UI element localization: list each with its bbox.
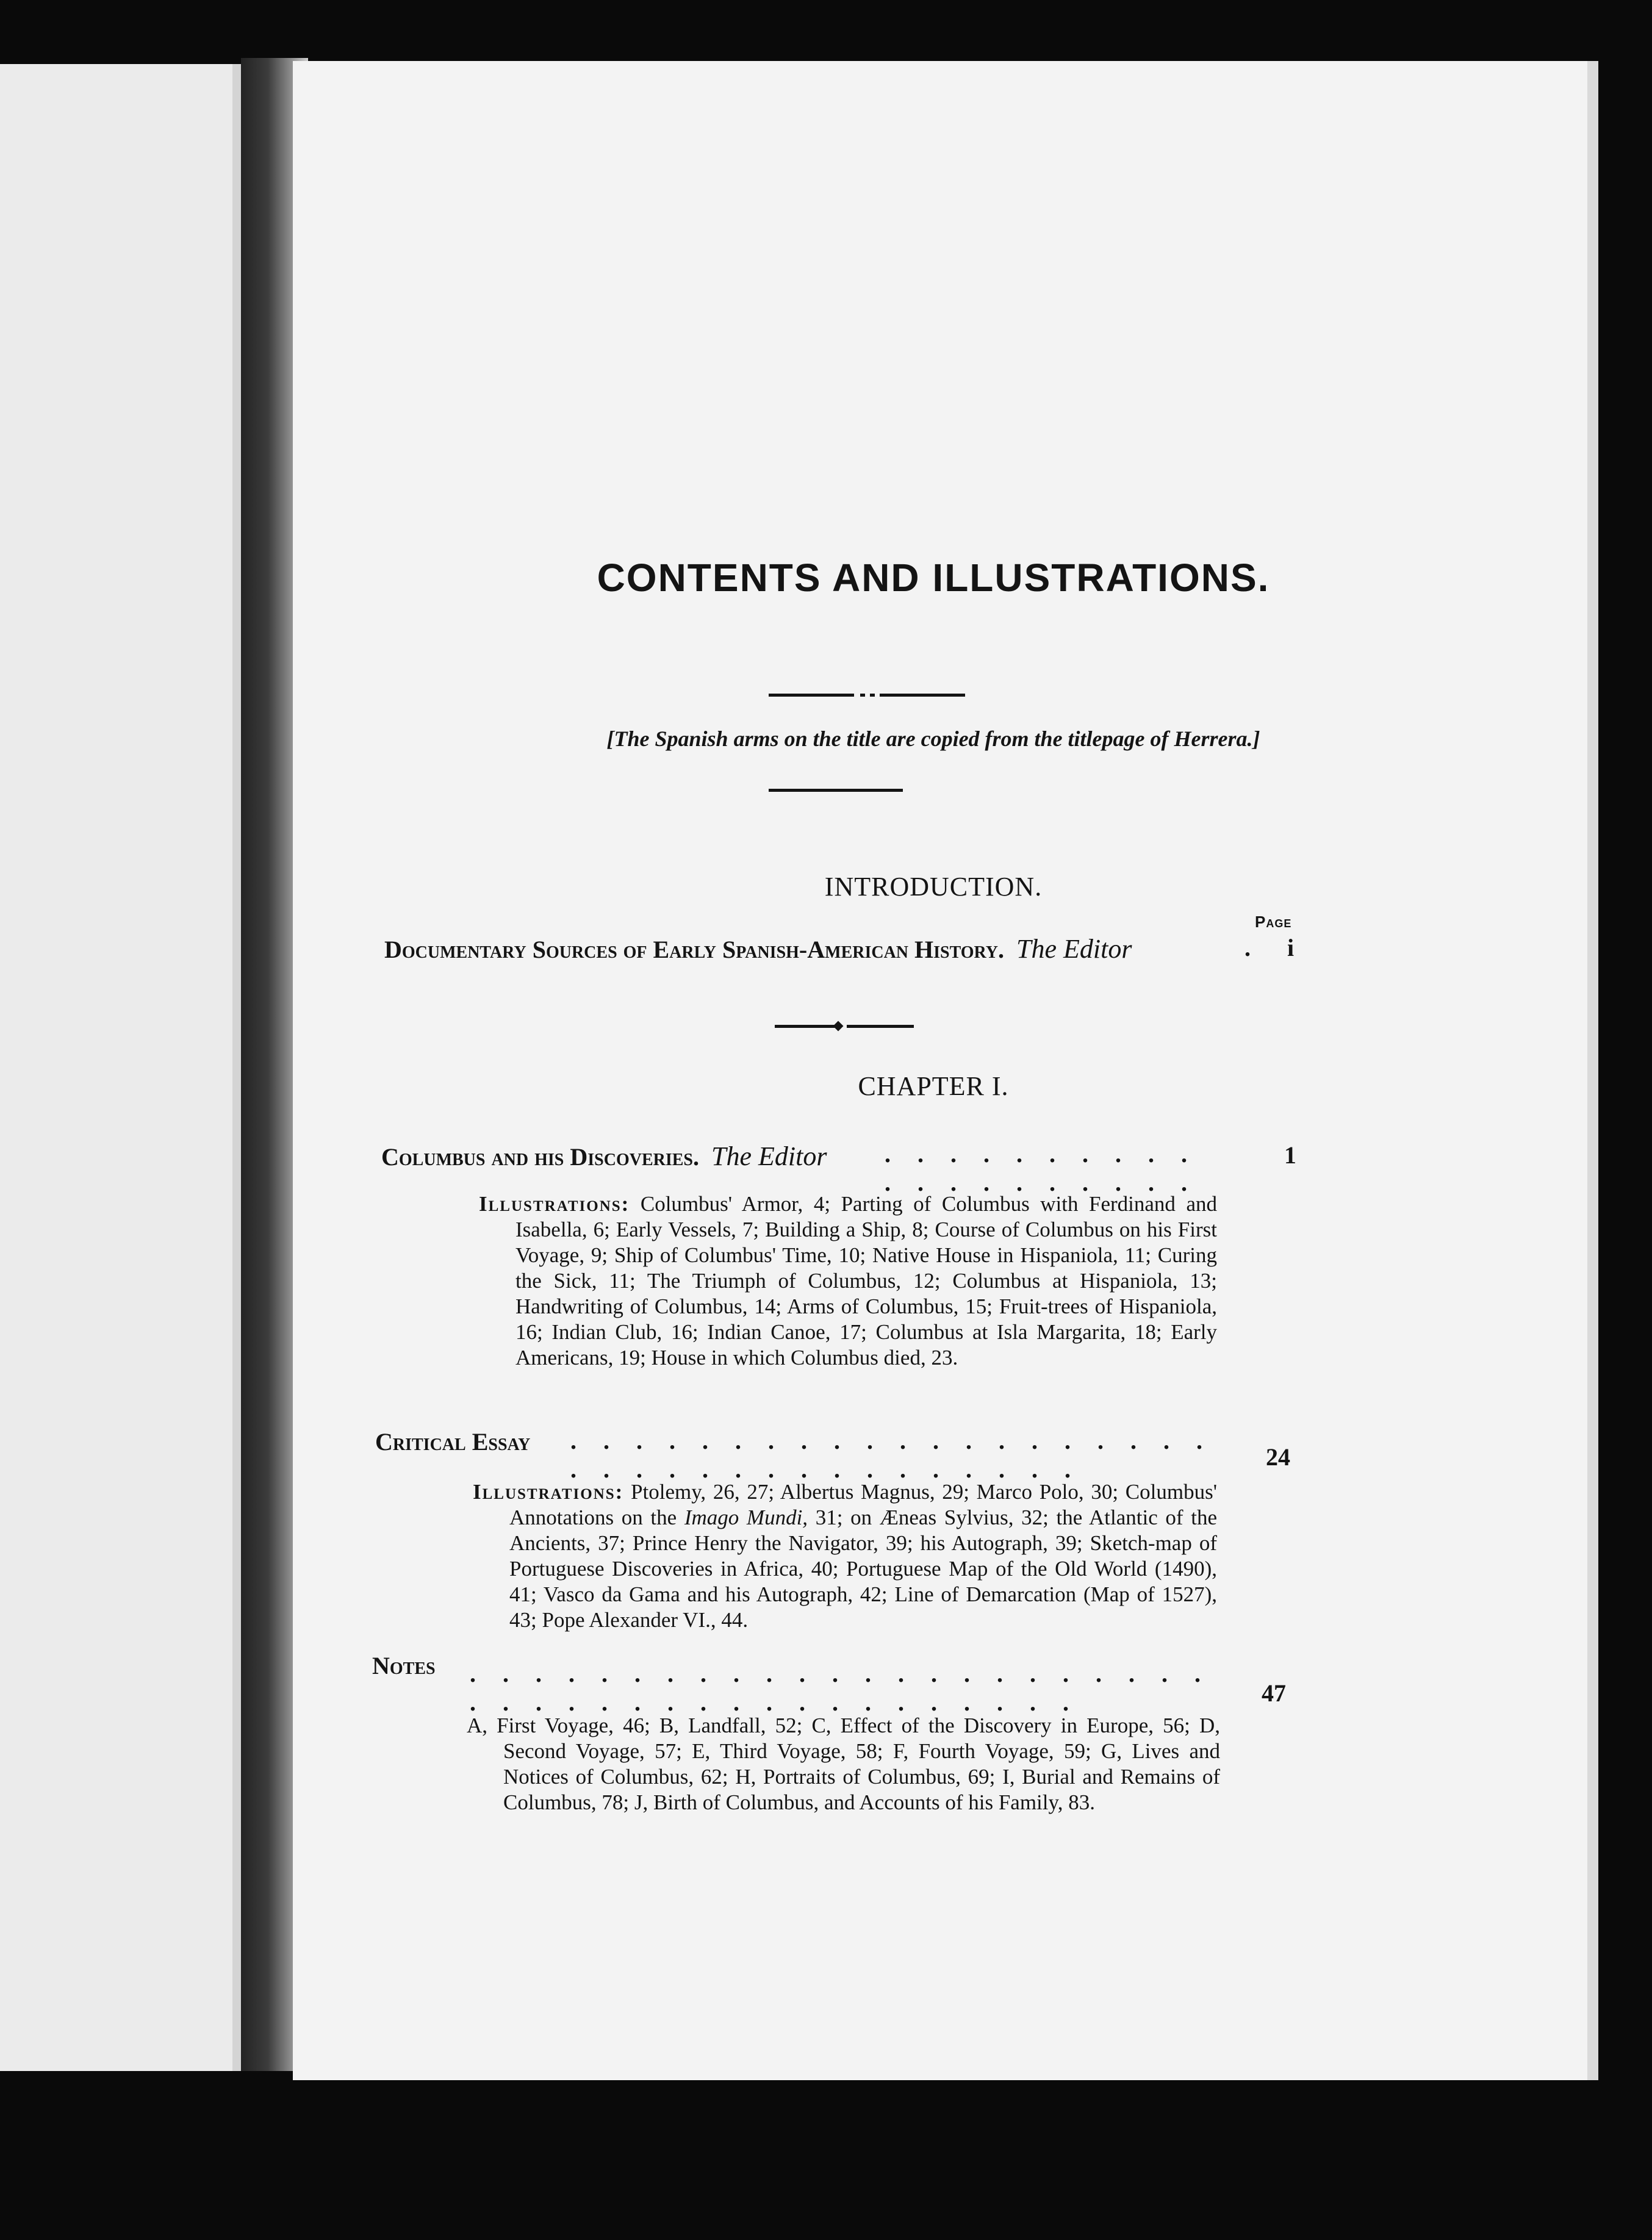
notes-text: A, First Voyage, 46; B, Landfall, 52; C, Effect of the Discovery in Europe, 56; D, Second Voyage, 57; E, Third Voyage, 58; F, Fourth Voyage, 59; G, Lives and Notices of Columbus, 62; H, Portraits of Columbus, 69; I, Burial and Remains of Columbus, 78; J, Birth of Columbus, and Accounts of his Family, 83. (467, 1714, 1220, 1814)
dot-leader: . . . . . . . . . . . . . . . . . . . . . . . . . . . . . . . . . . . . . . . . . . (470, 1660, 1211, 1716)
introduction-heading: INTRODUCTION. (824, 872, 1043, 902)
note-rule (769, 789, 903, 792)
illustrations-label: Illustrations: (473, 1480, 624, 1504)
title-rule-left (769, 694, 854, 697)
illustrations-list: Ptolemy, 26, 27; Albertus Magnus, 29; Marco Polo, 30; Columbus' Annotations on the (509, 1480, 1217, 1529)
entry-author: The Editor (1016, 934, 1132, 964)
notes-list (467, 1713, 1220, 1815)
entry-illustrations (479, 1191, 1217, 1371)
page-title: CONTENTS AND ILLUSTRATIONS. (597, 556, 1270, 600)
entry-title: Notes (372, 1652, 436, 1679)
introduction-entry (384, 933, 1132, 964)
editorial-note: [The Spanish arms on the title are copied from the titlepage of Herrera.] (606, 727, 1260, 751)
illustrations-list-cont: 31; on Æneas Sylvius, 32; the Atlantic of the Ancients, 37; Prince Henry the Navigator, 39; his Autograph, 39; Sketch-map of Portuguese Discoveries in Africa, 40; Portuguese Map of the Old World (1490), 41; Vasco da Gama and his Autograph, 42; Line of Demarcation (Map of 1527), 43; Pope Alexander VI., 44. (509, 1506, 1217, 1632)
entry-author: The Editor (711, 1141, 827, 1171)
title-rule-dots (860, 694, 865, 697)
contents-page (293, 61, 1598, 2080)
title-rule-right (880, 694, 965, 697)
illustrations-list: Columbus' Armor, 4; Parting of Columbus with Ferdinand and Isabella, 6; Early Vessels, 7; Building a Ship, 8; Course of Columbus on his First Voyage, 9; Ship of Columbus' Time, 10; Native House in Hispaniola, 11; Curing the Sick, 11; The Triumph of Columbus, 12; Columbus at Hispaniola, 13; Handwriting of Columbus, 14; Arms of Columbus, 15; Fruit-trees of Hispaniola, 16; Indian Club, 16; Indian Canoe, 17; Columbus at Isla Margarita, 18; Early Americans, 19; House in which Columbus died, 23. (515, 1192, 1217, 1369)
entry-page-number: 47 (1262, 1679, 1286, 1707)
entry-illustrations (473, 1479, 1217, 1633)
facing-page-edge (232, 64, 241, 2071)
section-rule-right (847, 1025, 914, 1028)
title-rule-dots (870, 694, 875, 697)
facing-page (0, 64, 241, 2071)
italic-title: Imago Mundi, (684, 1506, 808, 1529)
page-edge (1587, 61, 1598, 2080)
dot-leader: . . . . . . . . . . . . . . . . . . . . (885, 1140, 1198, 1196)
entry-page-number: 1 (1284, 1141, 1296, 1169)
entry-title: Columbus and his Discoveries. (381, 1143, 699, 1171)
toc-entry-critical-essay (375, 1427, 530, 1456)
chapter-heading: CHAPTER I. (858, 1071, 1009, 1101)
section-rule-diamond (833, 1021, 844, 1032)
section-rule-left (775, 1025, 839, 1028)
illustrations-label: Illustrations: (479, 1192, 630, 1216)
toc-entry-notes (372, 1651, 436, 1680)
entry-title: Critical Essay (375, 1428, 531, 1456)
entry-page-number: 24 (1266, 1443, 1290, 1471)
toc-entry-columbus (381, 1141, 827, 1172)
entry-title: Documentary Sources of Early Spanish-American History. (384, 936, 1005, 963)
page-column-label: Page (1255, 913, 1292, 931)
entry-leader: . (1244, 934, 1251, 961)
dot-leader: . . . . . . . . . . . . . . . . . . . . . . . . . . . . . . . . . . . . (570, 1427, 1213, 1483)
entry-page-number: i (1287, 934, 1295, 961)
